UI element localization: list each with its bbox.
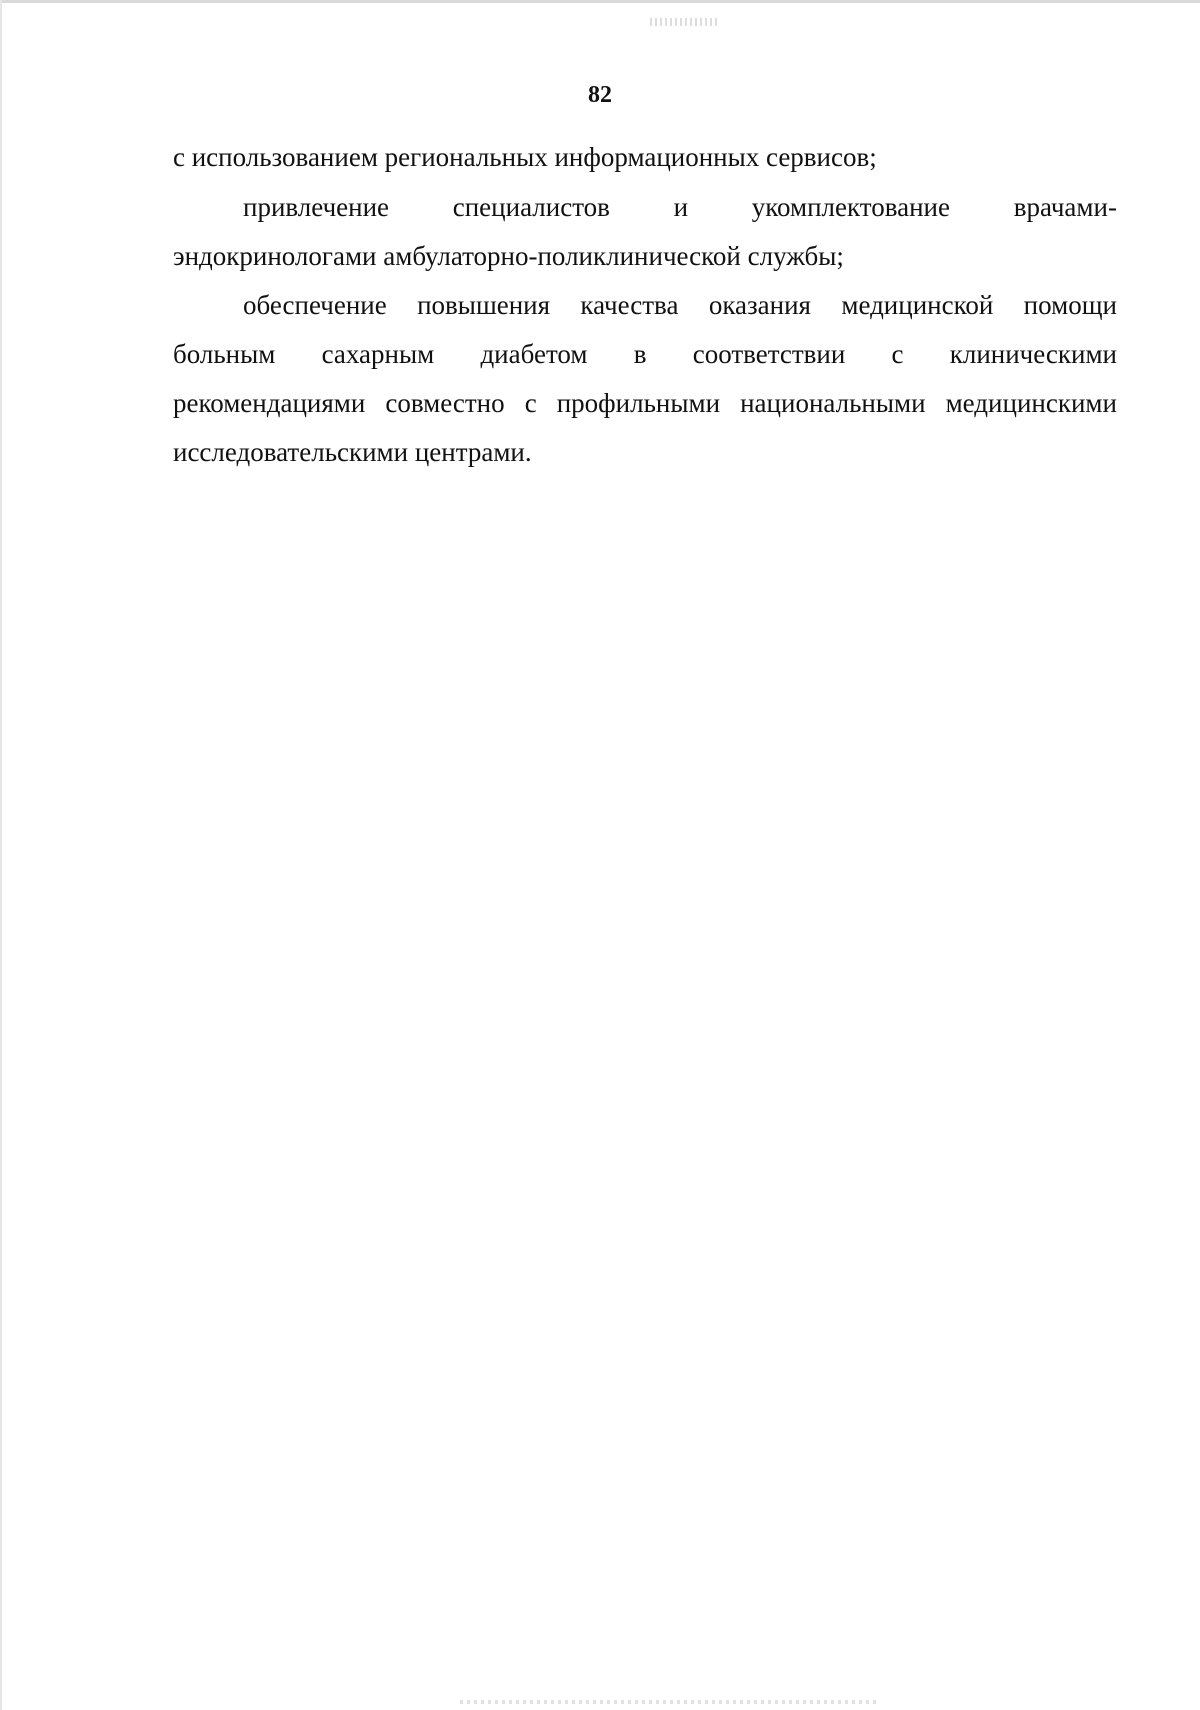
word: повышения xyxy=(417,290,551,320)
word: национальными xyxy=(740,388,926,418)
text-line-6 xyxy=(173,386,1117,420)
word: обеспечение xyxy=(243,290,387,320)
word: врачами- xyxy=(1013,192,1117,222)
word: привлечение xyxy=(243,192,390,222)
word: укомплектование xyxy=(751,192,950,222)
scan-edge-top xyxy=(0,0,1200,3)
word: диабетом xyxy=(480,339,588,369)
word: с xyxy=(524,388,537,418)
scan-edge-left xyxy=(0,0,2,1710)
text-line-3: эндокринологами амбулаторно-поликлинической службы; xyxy=(173,241,844,271)
word: медицинскими xyxy=(945,388,1117,418)
text-line-1: с использованием региональных информационных сервисов; xyxy=(173,142,877,172)
word: соответствии xyxy=(692,339,846,369)
word: рекомендациями xyxy=(173,388,366,418)
text-line-4 xyxy=(173,288,1117,322)
word: специалистов xyxy=(452,192,610,222)
text-line-2 xyxy=(173,190,1117,224)
scan-artifact-bottom xyxy=(460,1700,880,1704)
word: совместно xyxy=(385,388,505,418)
word: и xyxy=(673,192,689,222)
word: профильными xyxy=(556,388,721,418)
word: больным xyxy=(173,339,276,369)
page-number: 82 xyxy=(588,82,612,108)
word: помощи xyxy=(1023,290,1117,320)
word: качества xyxy=(580,290,679,320)
word: в xyxy=(633,339,647,369)
word: сахарным xyxy=(321,339,435,369)
text-line-7: исследовательскими центрами. xyxy=(173,437,532,467)
scan-artifact xyxy=(650,18,720,26)
word: клиническими xyxy=(949,339,1117,369)
word: с xyxy=(891,339,904,369)
text-line-5 xyxy=(173,337,1117,371)
word: медицинской xyxy=(841,290,994,320)
word: оказания xyxy=(708,290,811,320)
